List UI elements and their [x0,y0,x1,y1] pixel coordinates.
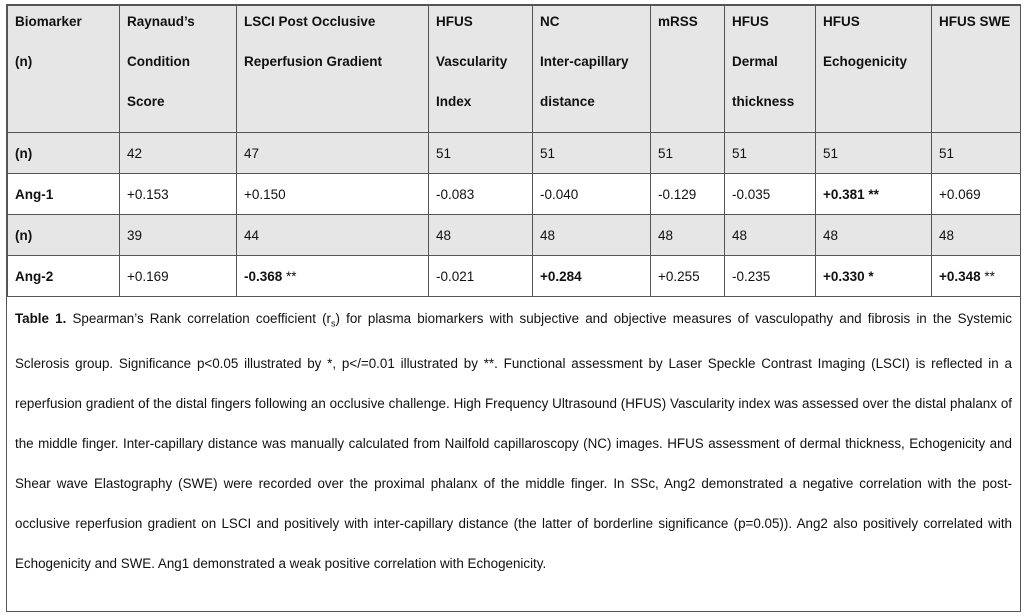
table-cell: 44 [237,215,429,256]
cell-value: +0.069 [939,186,981,202]
cell-value: -0.235 [732,268,771,284]
cell-value-significant: +0.381 [823,186,865,202]
significance-marker: ** [980,268,995,284]
header-hfus-echogenicity [816,6,932,133]
header-hfus-swe [932,6,1021,133]
table-cell [651,256,725,297]
correlation-table [7,5,1021,297]
row-label: Ang-2 [8,256,120,297]
cell-value: -0.083 [436,186,475,202]
table-cell: 39 [120,215,237,256]
caption-text: ) for plasma biomarkers with subjective and objective measures of vasculopathy and fibrosis in the Systemic Sclerosis group. Significance p<0.05 illustrated by *, p</=0.01 illustrated by **. Functional assessment by Laser Speckle Contrast Imaging (LSCI) is reflected in a reperfusion gradient of the distal fingers following an occlusive challenge. High Frequency Ultrasound (HFUS) Vascularity index was assessed over the distal phalanx of the middle finger. Inter-capillary distance was manually calculated from Nailfold capillaroscopy (NC) images. HFUS assessment of dermal thickness, Echogenicity and Shear wave Elastography (SWE) were recorded over the proximal phalanx of the middle finger. In SSc, Ang2 demonstrated a negative correlation with the post-occlusive reperfusion gradient on LSCI and positively with inter-capillary distance (the latter of borderline significance (p=0.05)). Ang2 also positively correlated with Echogenicity and SWE. Ang1 demonstrated a weak positive correlation with Echogenicity. [15,311,1012,571]
header-text: thickness [732,94,795,109]
table-row-ang1 [8,174,1021,215]
cell-value: +0.255 [658,268,700,284]
significance-marker: ** [282,268,297,284]
table-cell: 51 [816,133,932,174]
header-biomarker [8,6,120,133]
table-cell [533,174,651,215]
cell-value-significant: +0.330 [823,268,865,284]
header-text: Post [278,14,308,29]
header-mrss [651,6,725,133]
table-cell: 48 [725,215,816,256]
table-caption [7,297,1020,584]
header-text: Score [127,94,165,109]
table-cell: 48 [533,215,651,256]
table-cell: 48 [429,215,533,256]
caption-label: Table 1. [15,311,67,326]
table-cell [237,256,429,297]
header-lsci-line1 [244,12,421,52]
table-cell [816,256,932,297]
header-text: Dermal [732,54,778,69]
row-label: Ang-1 [8,174,120,215]
header-row [8,6,1021,133]
significance-marker: ** [864,186,879,202]
table-cell: 48 [651,215,725,256]
table-cell [429,256,533,297]
table-cell [932,256,1021,297]
table-cell [816,174,932,215]
header-text: HFUS [823,14,860,29]
header-text: Condition [127,54,190,69]
header-nc-distance [533,6,651,133]
cell-value: +0.150 [244,186,286,202]
table-row-n-ang1 [8,133,1021,174]
header-text: (n) [15,54,33,69]
table-cell: 51 [533,133,651,174]
table-cell: 51 [932,133,1021,174]
table-row-n-ang2 [8,215,1021,256]
header-text: HFUS SWE [939,14,1011,29]
cell-value: -0.021 [436,268,475,284]
table-cell [651,174,725,215]
header-text: Inter-capillary [540,54,629,69]
cell-value: -0.129 [658,186,697,202]
table-cell: 51 [651,133,725,174]
table-cell [932,174,1021,215]
table-cell [533,256,651,297]
header-text: Index [436,94,472,109]
header-text: NC [540,14,560,29]
cell-value-significant: -0.368 [244,268,283,284]
header-text: Echogenicity [823,54,908,69]
header-text: distance [540,94,595,109]
header-text: Reperfusion Gradient [244,54,383,69]
header-raynaud [120,6,237,133]
table-cell: 47 [237,133,429,174]
table-cell: 51 [725,133,816,174]
header-text: Biomarker [15,14,82,29]
header-text: HFUS [732,14,769,29]
cell-value-significant: +0.284 [540,268,582,284]
table-figure [6,4,1021,612]
header-lsci [237,6,429,133]
table-cell [725,174,816,215]
cell-value: +0.153 [127,186,169,202]
caption-text: Spearman’s Rank correlation coefficient (r [66,311,331,326]
header-text: Vascularity [436,54,508,69]
cell-value-significant: +0.348 [939,268,981,284]
table-cell [120,174,237,215]
header-hfus-vascularity [429,6,533,133]
cell-value: -0.040 [540,186,579,202]
header-hfus-dermal [725,6,816,133]
header-text: Occlusive [311,14,376,29]
header-text: Raynaud’s [127,14,195,29]
cell-value: -0.035 [732,186,771,202]
significance-marker: * [864,268,874,284]
table-cell [429,174,533,215]
caption-subscript: s [331,318,336,329]
table-cell [237,174,429,215]
row-label: (n) [8,133,120,174]
header-text: mRSS [658,14,698,29]
header-text: HFUS [436,14,473,29]
table-cell: 48 [932,215,1021,256]
cell-value: +0.169 [127,268,169,284]
table-cell [725,256,816,297]
table-cell [120,256,237,297]
row-label: (n) [8,215,120,256]
table-cell: 42 [120,133,237,174]
table-cell: 51 [429,133,533,174]
header-text: LSCI [244,14,275,29]
table-cell: 48 [816,215,932,256]
table-row-ang2 [8,256,1021,297]
